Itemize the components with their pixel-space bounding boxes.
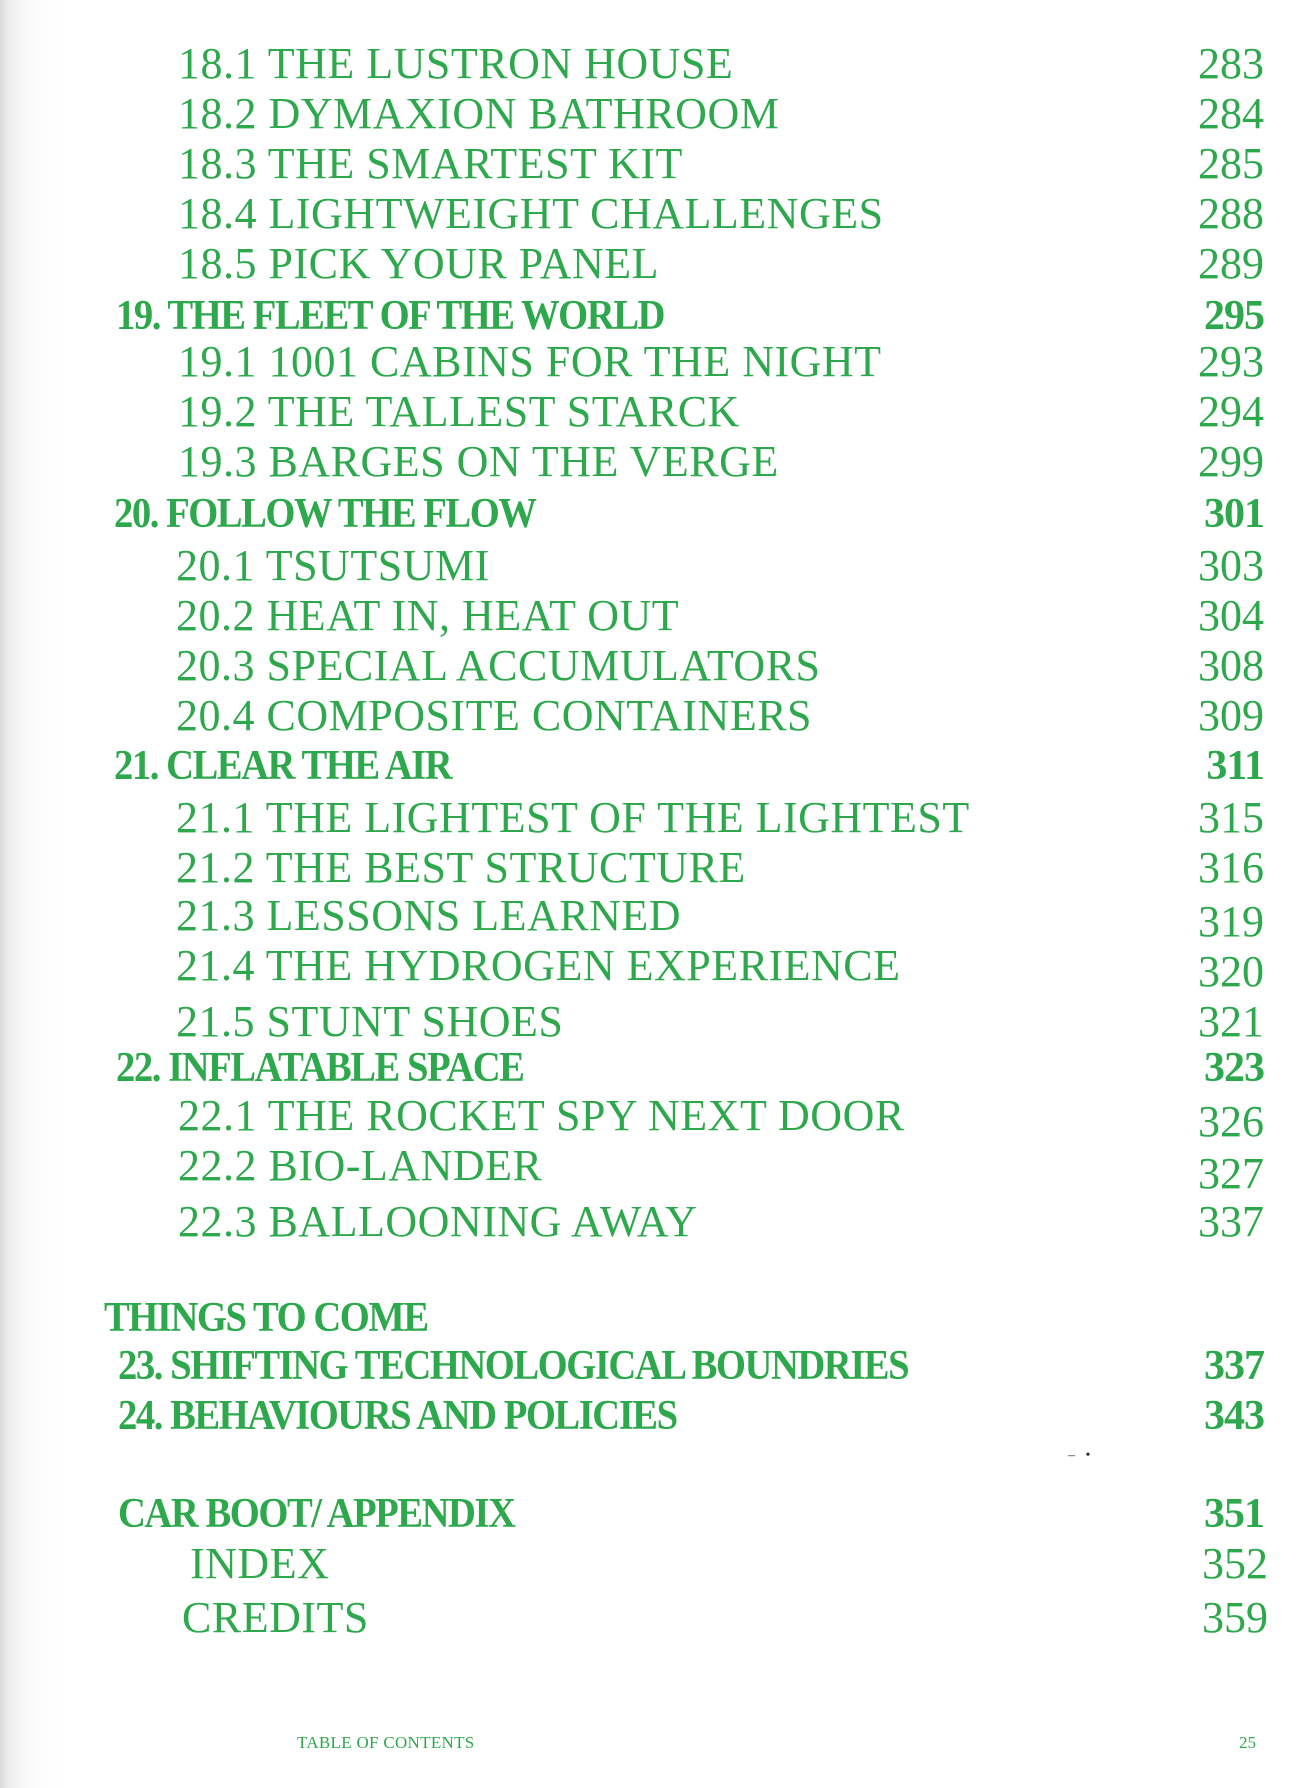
entry-page: 315 <box>1198 793 1264 842</box>
page-number: 25 <box>1239 1733 1256 1752</box>
entry-title: 19.1 1001 CABINS FOR THE NIGHT <box>178 337 882 386</box>
entry-title: 18.5 PICK YOUR PANEL <box>178 239 660 288</box>
entry-title: 21.4 THE HYDROGEN EXPERIENCE <box>176 941 901 990</box>
entry-title: 22.1 THE ROCKET SPY NEXT DOOR <box>178 1091 905 1140</box>
entry-page: 316 <box>1198 843 1264 892</box>
chapter-title: 22. INFLATABLE SPACE <box>116 1045 524 1091</box>
entry-page: 326 <box>1198 1097 1264 1146</box>
entry-page: 304 <box>1198 591 1264 640</box>
section-title: CAR BOOT/ APPENDIX <box>118 1491 515 1537</box>
entry-title: CREDITS <box>182 1593 369 1642</box>
entry-page: 284 <box>1198 89 1264 138</box>
entry-page: 288 <box>1198 189 1264 238</box>
entry-page: 319 <box>1198 897 1264 946</box>
entry-page: 327 <box>1198 1149 1264 1198</box>
entry-title: 19.2 THE TALLEST STARCK <box>178 387 740 436</box>
chapter-page: 323 <box>1204 1045 1264 1091</box>
entry-page: 337 <box>1198 1197 1264 1246</box>
entry-title: 20.4 COMPOSITE CONTAINERS <box>176 691 813 740</box>
entry-title: 21.5 STUNT SHOES <box>176 997 564 1046</box>
entry-title: 20.3 SPECIAL ACCUMULATORS <box>176 641 821 690</box>
chapter-title: 20. FOLLOW THE FLOW <box>114 491 536 537</box>
entry-page: 299 <box>1198 437 1264 486</box>
chapter-title: 24. BEHAVIOURS AND POLICIES <box>118 1393 677 1439</box>
chapter-page: 295 <box>1204 293 1264 339</box>
entry-page: 285 <box>1198 139 1264 188</box>
entry-page: 359 <box>1202 1593 1268 1642</box>
entry-title: 18.3 THE SMARTEST KIT <box>178 139 683 188</box>
entry-page: 352 <box>1202 1539 1268 1588</box>
entry-page: 303 <box>1198 541 1264 590</box>
section-title: THINGS TO COME <box>104 1295 428 1341</box>
entry-page: 308 <box>1198 641 1264 690</box>
chapter-page: 337 <box>1204 1343 1264 1389</box>
entry-page: 320 <box>1198 947 1264 996</box>
entry-title: 19.3 BARGES ON THE VERGE <box>178 437 779 486</box>
chapter-title: 23. SHIFTING TECHNOLOGICAL BOUNDRIES <box>118 1343 909 1389</box>
entry-title: 20.2 HEAT IN, HEAT OUT <box>176 591 680 640</box>
entry-title: 18.4 LIGHTWEIGHT CHALLENGES <box>178 189 884 238</box>
entry-title: 20.1 TSUTSUMI <box>176 541 490 590</box>
entry-title: 21.2 THE BEST STRUCTURE <box>176 843 746 892</box>
entry-page: 321 <box>1198 997 1264 1046</box>
stray-marks: – • <box>1068 1448 1091 1463</box>
chapter-title: 19. THE FLEET OF THE WORLD <box>116 293 664 339</box>
entry-title: INDEX <box>190 1539 330 1588</box>
entry-title: 22.3 BALLOONING AWAY <box>178 1197 698 1246</box>
entry-title: 21.3 LESSONS LEARNED <box>176 891 682 940</box>
entry-page: 293 <box>1198 337 1264 386</box>
entry-page: 309 <box>1198 691 1264 740</box>
entry-title: 18.1 THE LUSTRON HOUSE <box>178 39 734 88</box>
chapter-page: 351 <box>1204 1491 1264 1537</box>
footer-label: TABLE OF CONTENTS <box>297 1733 475 1752</box>
entry-title: 21.1 THE LIGHTEST OF THE LIGHTEST <box>176 793 970 842</box>
entry-page: 289 <box>1198 239 1264 288</box>
entry-title: 18.2 DYMAXION BATHROOM <box>178 89 780 138</box>
chapter-page: 311 <box>1206 743 1264 789</box>
chapter-page: 301 <box>1204 491 1264 537</box>
chapter-title: 21. CLEAR THE AIR <box>114 743 452 789</box>
chapter-page: 343 <box>1204 1393 1264 1439</box>
entry-title: 22.2 BIO-LANDER <box>178 1141 543 1190</box>
entry-page: 294 <box>1198 387 1264 436</box>
entry-page: 283 <box>1198 39 1264 88</box>
